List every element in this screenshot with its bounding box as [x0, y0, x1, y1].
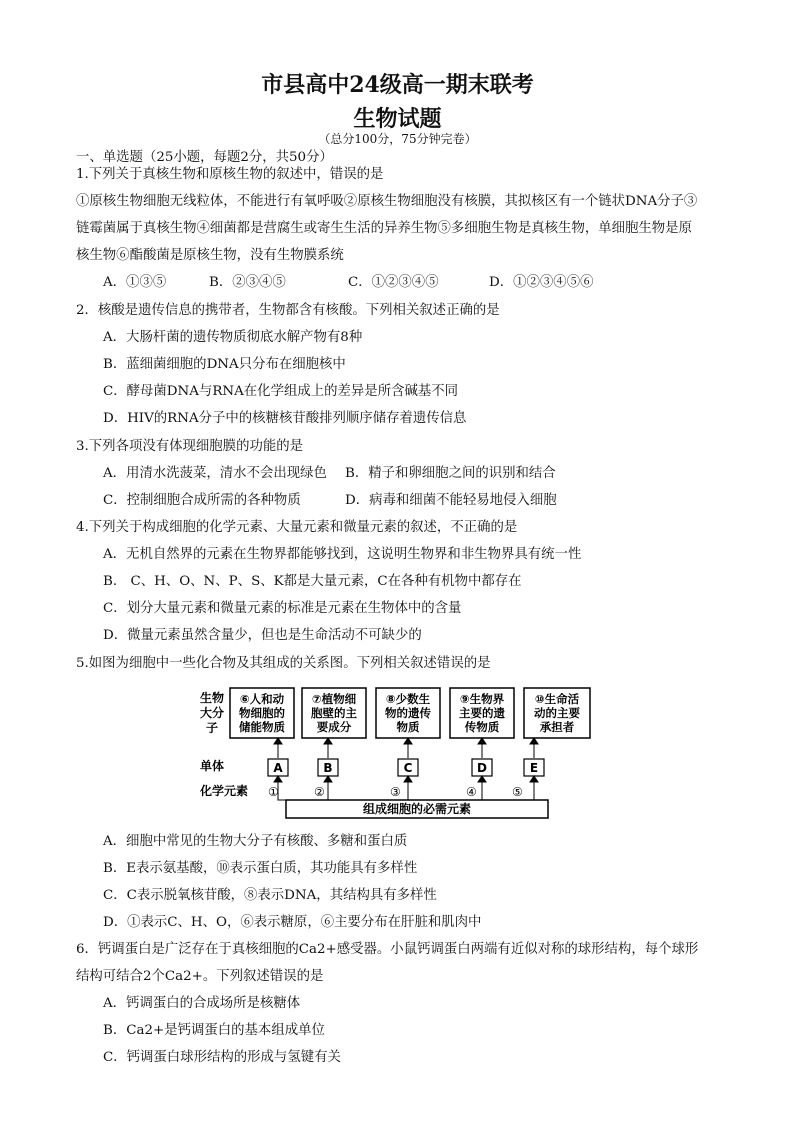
q1-statements-line-2: 链霉菌属于真核生物④细菌都是营腐生或寄生生活的异养生物⑤多细胞生物是真核生物，单细胞生物是原 [76, 221, 692, 236]
q4-option-d: D．微量元素虽然含量少，但也是生命活动不可缺少的 [103, 628, 422, 643]
q3-option-d: D．病毒和细菌不能轻易地侵入细胞 [345, 493, 557, 508]
q2-stem: 2．核酸是遗传信息的携带者，生物都含有核酸。下列相关叙述正确的是 [76, 303, 500, 318]
q1-stem: 1.下列关于真核生物和原核生物的叙述中，错误的是 [76, 167, 384, 182]
q2-option-a: A．大肠杆菌的遗传物质彻底水解产物有8种 [103, 330, 363, 345]
macro-box-10-line-1: ⑩生命活 [534, 692, 580, 706]
q5-option-c: C．C表示脱氧核苷酸，⑧表示DNA，其结构具有多样性 [103, 888, 437, 903]
macro-box-10-line-2: 动的主要 [534, 706, 580, 720]
monomer-a [268, 759, 288, 776]
exam-note: （总分100分，75分钟完卷） [318, 132, 477, 146]
path-4: ④ [466, 785, 477, 799]
macro-box-8-line-1: ⑧少数生 [385, 692, 431, 706]
macro-box-7 [302, 688, 366, 738]
q2-option-d: D．HIV的RNA分子中的核糖核苷酸排列顺序储存着遗传信息 [103, 411, 467, 426]
q5-option-b: B．E表示氨基酸，⑩表示蛋白质，其功能具有多样性 [103, 861, 418, 876]
label-macro-3: 子 [206, 721, 219, 735]
monomer-a-label: A [273, 761, 283, 775]
q1-option-d: D．①②③④⑤⑥ [489, 275, 594, 290]
macro-box-10 [524, 688, 590, 738]
q6-option-a: A．钙调蛋白的合成场所是核糖体 [103, 996, 301, 1011]
monomer-b-label: B [323, 761, 333, 775]
monomer-d [472, 759, 492, 776]
q5-option-a: A．细胞中常见的生物大分子有核酸、多糖和蛋白质 [103, 834, 408, 849]
q1-option-a: A．①③⑤ [103, 275, 167, 290]
q3-option-b: B．精子和卵细胞之间的识别和结合 [345, 466, 556, 481]
label-macro-1: 生物 [200, 691, 225, 705]
essential-elements-box [286, 800, 548, 818]
q5-option-d: D．①表示C、H、O，⑥表示糖原，⑥主要分布在肝脏和肌肉中 [103, 915, 482, 930]
macro-box-9-line-1: ⑨生物界 [459, 692, 505, 706]
label-monomer: 单体 [200, 759, 225, 773]
macro-box-9-line-3: 传物质 [464, 720, 500, 734]
q4-option-b: B． C、H、O、N、P、S、K都是大量元素，C在各种有机物中都存在 [103, 574, 522, 589]
q5-stem: 5.如图为细胞中一些化合物及其组成的关系图。下列相关叙述错误的是 [76, 656, 491, 671]
q5-relationship-diagram [200, 686, 600, 822]
section-heading: 一、单选题（25小题，每题2分，共50分） [76, 150, 333, 165]
monomer-c-label: C [403, 761, 413, 775]
q3-option-a: A．用清水洗菠菜，清水不会出现绿色 [103, 466, 327, 481]
path-2: ② [314, 785, 325, 799]
monomer-b [318, 759, 338, 776]
q1-option-b: B．②③④⑤ [209, 275, 286, 290]
q4-option-c: C．划分大量元素和微量元素的标准是元素在生物体中的含量 [103, 601, 462, 616]
macro-box-7-line-3: 要成分 [316, 720, 352, 734]
q6-option-c: C．钙调蛋白球形结构的形成与氢键有关 [103, 1050, 341, 1065]
q6-option-b: B．Ca2+是钙调蛋白的基本组成单位 [103, 1023, 325, 1038]
macro-box-10-line-3: 承担者 [539, 720, 575, 734]
q2-option-b: B．蓝细菌细胞的DNA只分布在细胞核中 [103, 357, 346, 372]
exam-subject: 生物试题 [353, 106, 442, 132]
exam-title: 市县高中24级高一期末联考 [261, 72, 534, 98]
q6-stem-line-1: 6．钙调蛋白是广泛存在于真核细胞的Ca2+感受器。小鼠钙调蛋白两端有近似对称的球形结构，每个球形 [76, 942, 699, 957]
monomer-c [398, 759, 418, 776]
label-element: 化学元素 [200, 784, 249, 798]
macro-box-7-line-1: ⑦植物细 [311, 692, 357, 706]
label-macro-2: 大分 [200, 706, 225, 720]
macro-box-9-line-2: 主要的遗 [459, 706, 505, 720]
essential-elements-label: 组成细胞的必需元素 [362, 802, 472, 816]
q3-option-c: C．控制细胞合成所需的各种物质 [103, 493, 301, 508]
q1-statements-line-3: 核生物⑥酯酸菌是原核生物，没有生物膜系统 [76, 248, 344, 263]
macro-box-7-line-2: 胞壁的主 [311, 706, 357, 720]
macro-box-6-line-2: 物细胞的 [239, 706, 285, 720]
macro-box-8 [376, 688, 440, 738]
macro-box-8-line-3: 物质 [396, 720, 420, 734]
monomer-e [524, 759, 544, 776]
monomer-e-label: E [529, 761, 539, 775]
q4-option-a: A．无机自然界的元素在生物界都能够找到，这说明生物界和非生物界具有统一性 [103, 547, 582, 562]
q2-option-c: C．酵母菌DNA与RNA在化学组成上的差异是所含碱基不同 [103, 384, 459, 399]
path-3: ③ [390, 785, 401, 799]
macro-box-6-line-3: 储能物质 [239, 720, 285, 734]
macro-box-6-line-1: ⑥人和动 [239, 692, 285, 706]
path-1: ① [268, 785, 279, 799]
path-5: ⑤ [512, 785, 523, 799]
macro-box-6 [230, 688, 294, 738]
q1-statements-line-1: ①原核生物细胞无线粒体，不能进行有氧呼吸②原核生物细胞没有核膜，其拟核区有一个链状DNA分子③ [76, 194, 698, 209]
macro-box-8-line-2: 物的遗传 [385, 706, 431, 720]
monomer-d-label: D [477, 761, 487, 775]
q6-stem-line-2: 结构可结合2个Ca2+。下列叙述错误的是 [76, 969, 324, 984]
q1-option-c: C．①②③④⑤ [348, 275, 439, 290]
q4-stem: 4.下列关于构成细胞的化学元素、大量元素和微量元素的叙述，不正确的是 [76, 520, 518, 535]
q3-stem: 3.下列各项没有体现细胞膜的功能的是 [76, 439, 304, 454]
macro-box-9 [450, 688, 514, 738]
